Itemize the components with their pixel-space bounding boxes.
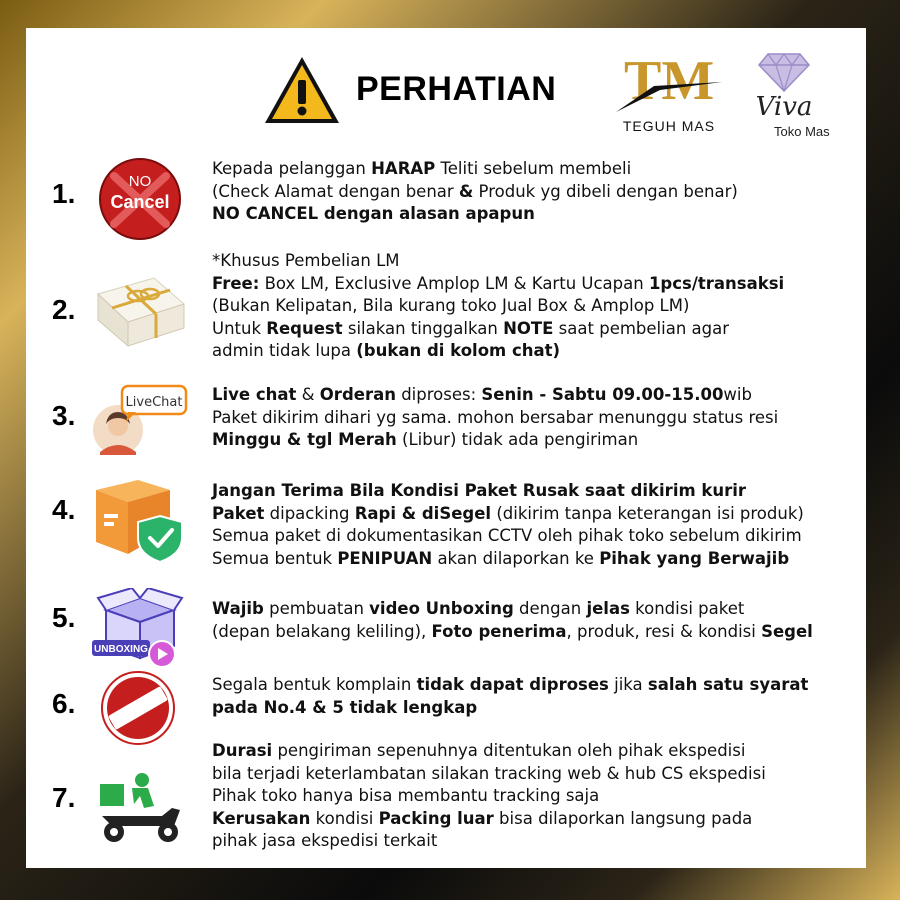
text-segment: Packing luar bbox=[378, 808, 494, 828]
text-segment: (bukan di kolom chat) bbox=[356, 341, 561, 360]
text-segment: Minggu & tgl Merah bbox=[212, 430, 397, 449]
text-segment: akan dilaporkan ke bbox=[432, 548, 600, 568]
text-segment: Jangan Terima Bila Kondisi Paket Rusak saat dikirim kurir bbox=[212, 481, 747, 500]
text-segment: Kepada pelanggan bbox=[212, 159, 372, 178]
item-number: 3. bbox=[52, 400, 76, 431]
item-text bbox=[212, 480, 852, 570]
text-segment: kondisi bbox=[310, 808, 379, 828]
page-title: PERHATIAN bbox=[356, 70, 557, 108]
text-line bbox=[212, 503, 852, 526]
text-line bbox=[212, 740, 852, 763]
text-segment: Foto penerima bbox=[431, 621, 567, 641]
text-segment: Teliti sebelum membeli bbox=[435, 159, 632, 178]
item-number: 7. bbox=[52, 782, 76, 813]
text-segment: Segala bentuk komplain bbox=[212, 675, 417, 694]
text-segment: bisa dilaporkan langsung pada bbox=[493, 808, 753, 828]
notice-item-3 bbox=[26, 380, 866, 456]
text-segment: diproses: bbox=[395, 385, 482, 404]
tm-logo-swoosh bbox=[614, 50, 724, 116]
unboxing-icon bbox=[92, 588, 188, 674]
text-line bbox=[212, 429, 852, 452]
text-segment: kondisi paket bbox=[629, 599, 745, 618]
text-line bbox=[212, 830, 852, 853]
text-segment: Wajib bbox=[212, 599, 264, 618]
text-segment: saat pembelian agar bbox=[553, 318, 729, 338]
text-segment: (dikirim tanpa keterangan isi produk) bbox=[491, 503, 804, 523]
no-cancel-icon bbox=[92, 156, 188, 242]
text-segment: pada No.4 & 5 tidak lengkap bbox=[212, 697, 478, 717]
item-number: 6. bbox=[52, 688, 76, 719]
item-number: 2. bbox=[52, 294, 76, 325]
text-line bbox=[212, 621, 852, 644]
notice-item-4 bbox=[26, 476, 866, 576]
text-segment: silakan tinggalkan bbox=[342, 318, 504, 338]
live-chat-icon bbox=[92, 382, 188, 468]
text-line bbox=[212, 273, 852, 296]
text-segment: Segel bbox=[761, 621, 813, 641]
viva-logo bbox=[734, 50, 834, 150]
text-segment: 1pcs/transaksi bbox=[648, 273, 785, 293]
item-number: 1. bbox=[52, 178, 76, 209]
text-line bbox=[212, 525, 852, 548]
text-segment: tidak dapat diproses bbox=[416, 675, 609, 694]
icon-label-no: NO bbox=[128, 173, 152, 190]
text-segment: Paket dikirim dihari yg sama. mohon bersabar menunggu status resi bbox=[212, 407, 779, 427]
text-line bbox=[212, 763, 852, 786]
icon-label-livechat: LiveChat bbox=[125, 395, 183, 410]
text-segment: Request bbox=[266, 318, 343, 338]
notice-item-7 bbox=[26, 740, 866, 864]
item-text bbox=[212, 598, 852, 643]
text-segment: Senin - Sabtu 09.00-15.00 bbox=[481, 385, 724, 404]
text-line bbox=[212, 158, 852, 181]
package-shield-icon bbox=[92, 476, 188, 562]
text-segment: Live chat bbox=[212, 385, 297, 404]
notice-card bbox=[26, 28, 866, 868]
notice-item-1 bbox=[26, 156, 866, 246]
text-line bbox=[212, 674, 852, 697]
text-segment: (Bukan Kelipatan, Bila kurang toko Jual Box & Amplop LM) bbox=[212, 296, 690, 315]
text-segment: HARAP bbox=[371, 159, 436, 178]
text-segment: bila terjadi keterlambatan silakan tracking web & hub CS ekspedisi bbox=[212, 763, 766, 783]
text-line bbox=[212, 480, 852, 503]
text-segment: Durasi bbox=[212, 741, 273, 760]
text-segment: Kerusakan bbox=[212, 808, 311, 828]
text-segment: & bbox=[296, 385, 320, 404]
item-text bbox=[212, 740, 852, 853]
text-segment: Paket bbox=[212, 503, 265, 523]
text-line bbox=[212, 808, 852, 831]
notice-item-2 bbox=[26, 250, 866, 372]
text-line bbox=[212, 295, 852, 318]
text-segment: Box LM, Exclusive Amplop LM & Kartu Ucapan bbox=[259, 273, 649, 293]
text-segment: pengiriman sepenuhnya ditentukan oleh pihak ekspedisi bbox=[272, 741, 746, 760]
notice-item-5 bbox=[26, 588, 866, 660]
text-line bbox=[212, 548, 852, 571]
text-segment: dipacking bbox=[264, 503, 355, 523]
item-text bbox=[212, 384, 852, 452]
gift-box-icon bbox=[92, 264, 188, 350]
item-number: 4. bbox=[52, 494, 76, 525]
text-segment: jika bbox=[608, 675, 648, 694]
text-segment: admin tidak lupa bbox=[212, 341, 357, 360]
viva-logo-text: Viva bbox=[755, 92, 813, 122]
delivery-scooter-icon bbox=[92, 770, 188, 856]
text-segment: salah satu syarat bbox=[647, 675, 809, 694]
diamond-icon bbox=[758, 52, 810, 92]
tm-logo-mark: TM bbox=[624, 50, 715, 112]
header bbox=[26, 28, 866, 148]
text-line bbox=[212, 598, 852, 621]
notice-item-6 bbox=[26, 668, 866, 740]
icon-label-cancel: Cancel bbox=[110, 192, 170, 212]
text-segment: Rapi & diSegel bbox=[354, 503, 492, 523]
text-segment: Untuk bbox=[212, 318, 267, 338]
text-segment: NO CANCEL dengan alasan apapun bbox=[212, 204, 535, 223]
text-segment: (Check Alamat dengan benar bbox=[212, 181, 459, 201]
text-segment: Orderan bbox=[319, 385, 396, 404]
text-segment: video Unboxing bbox=[369, 599, 514, 618]
teguh-mas-logo bbox=[614, 50, 724, 136]
text-line bbox=[212, 407, 852, 430]
text-segment: wib bbox=[723, 385, 752, 404]
text-segment: (depan belakang keliling), bbox=[212, 621, 432, 641]
text-line bbox=[212, 697, 852, 720]
text-segment: & bbox=[458, 181, 474, 201]
item-number: 5. bbox=[52, 602, 76, 633]
warning-icon bbox=[262, 54, 342, 126]
viva-logo-subtext: Toko Mas bbox=[774, 124, 830, 139]
text-segment: Free: bbox=[212, 273, 260, 293]
text-segment: Produk yg dibeli dengan benar) bbox=[473, 181, 738, 201]
text-line bbox=[212, 203, 852, 226]
text-line bbox=[212, 785, 852, 808]
text-segment: , produk, resi & kondisi bbox=[566, 621, 762, 641]
item-text bbox=[212, 674, 852, 719]
icon-label-unboxing: UNBOXING bbox=[94, 644, 148, 655]
text-line bbox=[212, 181, 852, 204]
item-text bbox=[212, 250, 852, 363]
text-segment: jelas bbox=[586, 599, 630, 618]
text-segment: pihak jasa ekspedisi terkait bbox=[212, 831, 438, 850]
text-segment: Semua paket di dokumentasikan CCTV oleh pihak toko sebelum dikirim bbox=[212, 526, 802, 545]
text-line bbox=[212, 250, 852, 273]
text-segment: dengan bbox=[513, 599, 587, 618]
text-line bbox=[212, 384, 852, 407]
text-segment: Pihak toko hanya bisa membantu tracking saja bbox=[212, 786, 600, 805]
text-segment: *Khusus Pembelian LM bbox=[212, 251, 400, 270]
item-text bbox=[212, 158, 852, 226]
text-segment: (Libur) tidak ada pengiriman bbox=[396, 430, 639, 449]
text-line bbox=[212, 318, 852, 341]
text-segment: pembuatan bbox=[263, 599, 370, 618]
text-segment: Pihak yang Berwajib bbox=[599, 548, 790, 568]
tm-logo-text: TEGUH MAS bbox=[622, 118, 716, 134]
text-line bbox=[212, 340, 852, 363]
text-segment: Semua bentuk bbox=[212, 548, 338, 568]
text-segment: NOTE bbox=[503, 318, 554, 338]
text-segment: PENIPUAN bbox=[337, 548, 433, 568]
